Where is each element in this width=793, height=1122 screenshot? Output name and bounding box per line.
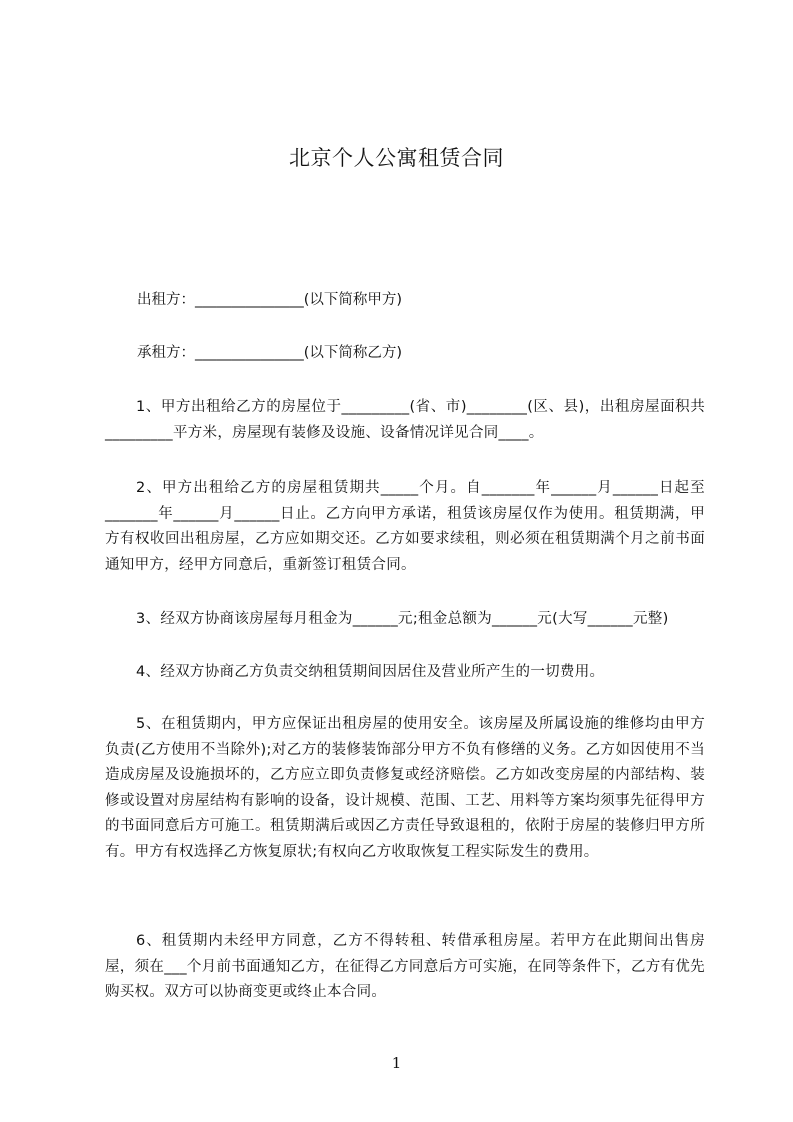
- clause-3-rent: 3、经双方协商该房屋每月租金为______元;租金总额为______元(大写______元整): [136, 611, 669, 627]
- clause-6-sublease-sale: 6、租赁期内未经甲方同意，乙方不得转租、转借承租房屋。若甲方在此期间出售房屋，须在___个月前书面通知乙方，在征得乙方同意后方可实施，在同等条件下，乙方有优先购买权。双方可以协商变更或终止本合同。: [105, 933, 705, 1000]
- clause-4-expenses: 4、经双方协商乙方负责交纳租赁期间因居住及营业所产生的一切费用。: [136, 664, 605, 680]
- clause-1-location-area: 1、甲方出租给乙方的房屋位于_________(省、市)________(区、县)，出租房屋面积共_________平方米，房屋现有装修及设施、设备情况详见合同____。: [105, 399, 705, 441]
- lessor-line: 出租方：_______________(以下简称甲方): [137, 292, 403, 308]
- page-number: 1: [391, 1054, 402, 1072]
- clause-2-lease-term: 2、甲方出租给乙方的房屋租赁期共_____个月。自_______年______月______日起至_______年______月______日止。乙方向甲方承诺，租赁该房屋仅作为使用。租赁期满，甲方有权收回出租房屋，乙方应如期交还。乙方如要求续租，则必须在租赁期满个月之前书面通知甲方，经甲方同意后，重新签订租赁合同。: [105, 480, 705, 573]
- clause-5-safety-repairs: 5、在租赁期内，甲方应保证出租房屋的使用安全。该房屋及所属设施的维修均由甲方负责(乙方使用不当除外);对乙方的装修装饰部分甲方不负有修缮的义务。乙方如因使用不当造成房屋及设施损坏的，乙方应立即负责修复或经济赔偿。乙方如改变房屋的内部结构、装修或设置对房屋结构有影响的设备，设计规模、范围、工艺、用料等方案均须事先征得甲方的书面同意后方可施工。租赁期满后或因乙方责任导致退租的，依附于房屋的装修归甲方所有。甲方有权选择乙方恢复原状;有权向乙方收取恢复工程实际发生的费用。: [105, 716, 705, 860]
- document-title: 北京个人公寓租赁合同: [289, 146, 504, 170]
- lessee-line: 承租方：_______________(以下简称乙方): [137, 345, 403, 361]
